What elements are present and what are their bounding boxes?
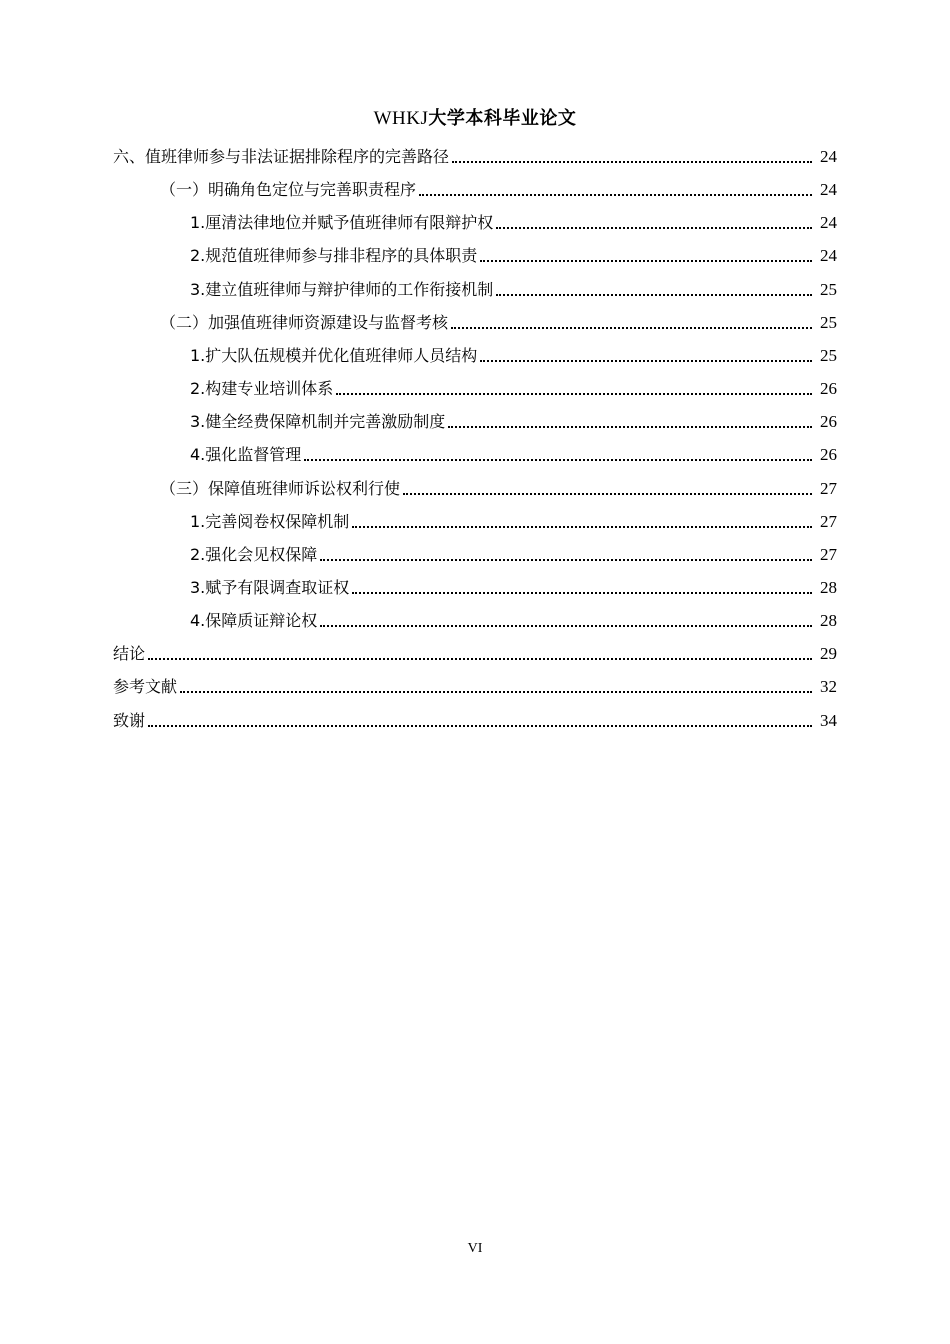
toc-entry[interactable] [160,475,837,499]
toc-dot-leader [180,691,812,693]
toc-entry-page: 26 [820,379,837,399]
toc-entry-title: （二）加强值班律师资源建设与监督考核 [160,312,449,332]
toc-dot-leader [496,227,812,229]
toc-entry-page: 28 [820,611,837,631]
toc-entry[interactable] [190,574,837,598]
toc-entry-page: 27 [820,544,837,564]
page-number: VI [467,1241,483,1256]
toc-entry-title: 4.保障质证辩论权 [190,611,318,631]
toc-entry-page: 24 [820,246,837,266]
header-title: 大学本科毕业论文 [428,108,577,129]
toc-dot-leader [148,725,812,727]
toc-entry-title: 1.完善阅卷权保障机制 [190,511,350,531]
toc-entry[interactable] [190,276,837,300]
toc-entry-page: 24 [820,180,837,200]
toc-entry-page: 34 [820,710,837,730]
toc-entry-title: 致谢 [113,710,146,730]
toc-entry-title: （一）明确角色定位与完善职责程序 [160,180,417,200]
toc-entry-page: 26 [820,445,837,465]
toc-entry-title: 2.强化会见权保障 [190,544,318,564]
toc-dot-leader [480,360,812,362]
toc-entry-page: 24 [820,213,837,233]
toc-entry[interactable] [190,607,837,631]
toc-entry[interactable] [190,342,837,366]
toc-entry-page: 29 [820,644,837,664]
toc-dot-leader [352,592,812,594]
toc-entry[interactable] [190,441,837,465]
toc-entry[interactable] [190,375,837,399]
toc-dot-leader [480,260,812,262]
toc-entry-page: 25 [820,279,837,299]
toc-entry-title: 2.规范值班律师参与排非程序的具体职责 [190,246,478,266]
toc-entry-title: 结论 [113,644,146,664]
toc-dot-leader [403,493,812,495]
toc-entry-title: 3.健全经费保障机制并完善激励制度 [190,412,446,432]
toc-entry-title: 3.建立值班律师与辩护律师的工作衔接机制 [190,279,494,299]
toc-dot-leader [452,161,812,163]
toc-dot-leader [352,526,812,528]
toc-entry-page: 25 [820,312,837,332]
toc-entry[interactable] [190,209,837,233]
toc-entry-title: 4.强化监督管理 [190,445,302,465]
toc-entry[interactable] [190,408,837,432]
toc-dot-leader [320,559,812,561]
toc-entry-title: 2.构建专业培训体系 [190,379,334,399]
toc-entry[interactable] [160,309,837,333]
toc-entry[interactable] [190,541,837,565]
header-prefix: WHKJ [373,108,429,129]
toc-entry[interactable] [190,508,837,532]
toc-entry-page: 28 [820,577,837,597]
toc-dot-leader [496,294,812,296]
toc-entry-page: 25 [820,345,837,365]
toc-dot-leader [304,459,812,461]
toc-entry[interactable] [113,143,837,167]
toc-dot-leader [336,393,812,395]
toc-dot-leader [448,426,812,428]
toc-entry-title: 3.赋予有限调查取证权 [190,577,350,597]
toc-dot-leader [451,327,812,329]
toc-dot-leader [148,658,812,660]
toc-entry-title: 1.厘清法律地位并赋予值班律师有限辩护权 [190,213,494,233]
toc-entry-title: （三）保障值班律师诉讼权利行使 [160,478,401,498]
toc-dot-leader [320,625,812,627]
toc-entry-page: 27 [820,478,837,498]
toc-entry[interactable] [190,242,837,266]
toc-entry-page: 24 [820,147,837,166]
toc-entry-title: 1.扩大队伍规模并优化值班律师人员结构 [190,345,478,365]
toc-entry-page: 27 [820,511,837,531]
toc-dot-leader [419,194,812,196]
page-header [0,104,950,130]
toc-entry-title: 六、值班律师参与非法证据排除程序的完善路径 [113,147,450,166]
toc-entry[interactable] [160,176,837,200]
toc-entry[interactable] [113,640,837,664]
toc-entry[interactable] [113,673,837,697]
toc-entry[interactable] [113,707,837,731]
toc-entry-page: 26 [820,412,837,432]
toc-entry-title: 参考文献 [113,677,178,697]
toc-entry-page: 32 [820,677,837,697]
